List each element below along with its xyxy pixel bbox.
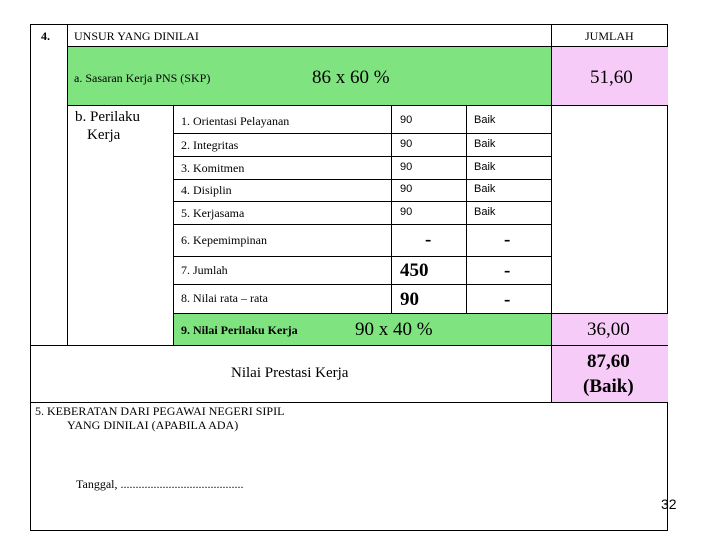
row-label: 7. Jumlah [181, 263, 228, 277]
row-score: 90 [400, 114, 413, 126]
skp-formula: 86 x 60 % [312, 67, 390, 88]
grid-line [173, 179, 551, 180]
row-score: 90 [400, 289, 419, 310]
grid-line [67, 105, 668, 106]
date-label: Tanggal, ......................................... [76, 477, 244, 491]
grid-line [391, 105, 392, 313]
behavior-total-formula: 90 x 40 % [355, 319, 433, 340]
row-score: 450 [400, 260, 429, 281]
skp-total: 51,60 [590, 67, 633, 88]
header-title: UNSUR YANG DINILAI [74, 29, 199, 43]
row-grade: Baik [474, 183, 496, 195]
grid-line [30, 345, 668, 346]
row-label: 6. Kepemimpinan [181, 233, 267, 247]
row-label: 1. Orientasi Pelayanan [181, 114, 290, 128]
section5-title-line1: 5. KEBERATAN DARI PEGAWAI NEGERI SIPIL [35, 404, 285, 418]
grid-line [466, 105, 467, 313]
row-grade: - [504, 260, 511, 281]
grid-line [67, 24, 68, 345]
header-total: JUMLAH [585, 29, 634, 43]
row-grade: Baik [474, 114, 496, 126]
skp-label: a. Sasaran Kerja PNS (SKP) [74, 71, 211, 85]
final-grade: (Baik) [583, 376, 634, 397]
grid-line [67, 46, 668, 47]
row-label: 3. Komitmen [181, 161, 245, 175]
row-score: 90 [400, 161, 413, 173]
final-value: 87,60 [587, 351, 630, 372]
grid-line [173, 284, 551, 285]
behavior-label-line1: b. Perilaku [75, 109, 140, 125]
row-grade: Baik [474, 161, 496, 173]
row-grade: Baik [474, 138, 496, 150]
grid-line [173, 133, 551, 134]
row-grade: - [504, 229, 511, 250]
row-grade: - [504, 289, 511, 310]
row-score: 90 [400, 206, 413, 218]
behavior-total-value: 36,00 [587, 319, 630, 340]
section-number: 4. [41, 29, 50, 43]
row-label: 2. Integritas [181, 138, 239, 152]
grid-line [173, 313, 668, 314]
behavior-label-line2: Kerja [87, 127, 121, 143]
grid-line [173, 256, 551, 257]
grid-line [173, 156, 551, 157]
row-score: 90 [400, 138, 413, 150]
grid-line [173, 224, 551, 225]
behavior-total-label: 9. Nilai Perilaku Kerja [181, 323, 298, 337]
row-score: - [425, 229, 432, 250]
row-score: 90 [400, 183, 413, 195]
page-number: 32 [661, 496, 677, 512]
row-grade: Baik [474, 206, 496, 218]
final-label: Nilai Prestasi Kerja [231, 365, 349, 381]
row-label: 4. Disiplin [181, 183, 232, 197]
row-label: 5. Kerjasama [181, 206, 245, 220]
grid-line [30, 402, 668, 403]
grid-line [173, 105, 174, 345]
grid-line [173, 201, 551, 202]
section5-title-line2: YANG DINILAI (APABILA ADA) [67, 418, 239, 432]
row-label: 8. Nilai rata – rata [181, 291, 268, 305]
